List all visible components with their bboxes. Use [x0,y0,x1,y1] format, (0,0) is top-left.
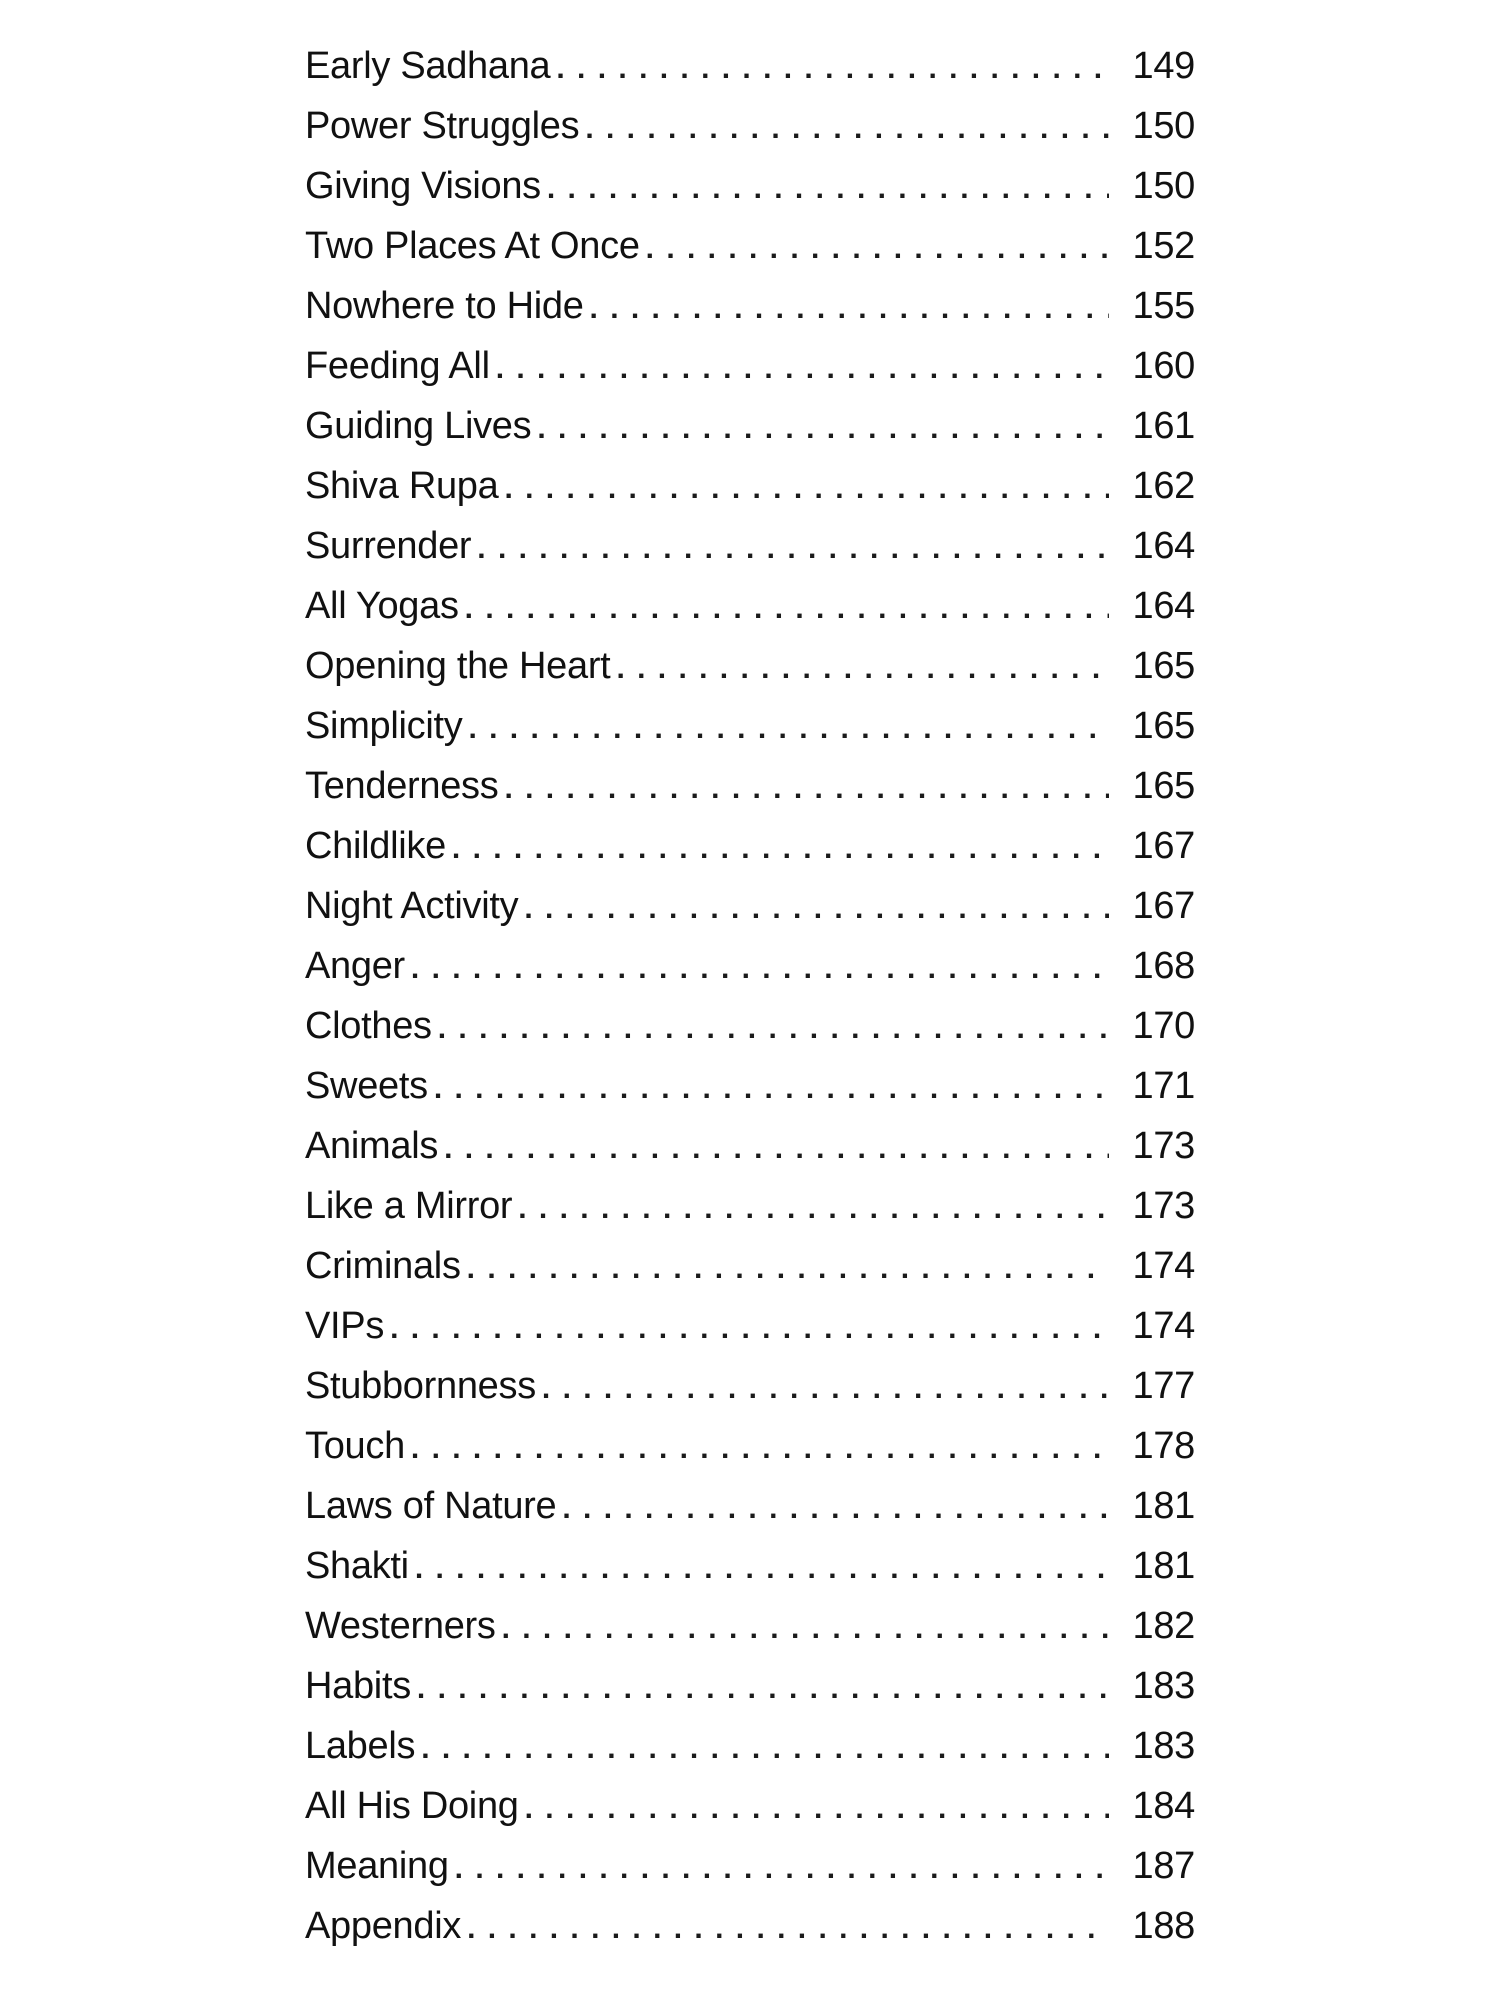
toc-entry-page: 171 [1132,1065,1195,1107]
dot-leader [585,99,1109,159]
toc-entry-title: VIPs [305,1305,385,1347]
dot-leader [547,159,1109,219]
toc-entry-title: Guiding Lives [305,405,532,447]
dot-leader [411,939,1109,999]
toc-entry [305,1176,1195,1236]
toc-entry [305,336,1195,396]
toc-entry [305,36,1195,96]
toc-entry [305,1776,1195,1836]
toc-entry [305,1116,1195,1176]
toc-entry-page: 174 [1132,1245,1195,1287]
toc-entry-title: Meaning [305,1845,449,1887]
toc-entry-title: Tenderness [305,765,499,807]
toc-entry [305,756,1195,816]
toc-entry-page: 161 [1132,405,1195,447]
dot-leader [434,1059,1109,1119]
toc-entry [305,1656,1195,1716]
toc-entry [305,1056,1195,1116]
toc-entry-title: Feeding All [305,345,490,387]
dot-leader [518,1179,1109,1239]
toc-entry-title: Childlike [305,825,446,867]
toc-entry [305,816,1195,876]
dot-leader [542,1359,1109,1419]
toc-entry [305,216,1195,276]
toc-entry-page: 181 [1132,1545,1195,1587]
dot-leader [390,1299,1109,1359]
dot-leader [502,1599,1109,1659]
toc-entry [305,876,1195,936]
toc-entry-page: 164 [1132,525,1195,567]
toc-entry-page: 168 [1132,945,1195,987]
toc-entry-page: 174 [1132,1305,1195,1347]
dot-leader [411,1419,1109,1479]
toc-entry-title: Shakti [305,1545,409,1587]
toc-entry-title: Simplicity [305,705,463,747]
toc-entry [305,1596,1195,1656]
toc-entry [305,516,1195,576]
toc-entry-page: 164 [1132,585,1195,627]
toc-entry-title: Power Struggles [305,105,580,147]
toc-entry-title: Criminals [305,1245,461,1287]
dot-leader [468,699,1109,759]
toc-entry-page: 173 [1132,1125,1195,1167]
toc-entry-title: Nowhere to Hide [305,285,584,327]
dot-leader [417,1659,1109,1719]
toc-entry-page: 188 [1132,1905,1195,1947]
toc-entry-page: 165 [1132,645,1195,687]
dot-leader [525,1779,1109,1839]
toc-entry-title: Touch [305,1425,405,1467]
toc-entry [305,1236,1195,1296]
dot-leader [590,279,1109,339]
toc-entry-title: Early Sadhana [305,45,551,87]
toc-entry-page: 150 [1132,165,1195,207]
toc-entry-title: Opening the Heart [305,645,611,687]
dot-leader [504,459,1109,519]
toc-entry-title: Appendix [305,1905,462,1947]
dot-leader [504,759,1109,819]
toc-entry-page: 149 [1132,45,1195,87]
toc-entry-title: Giving Visions [305,165,541,207]
toc-entry [305,696,1195,756]
toc-entry-title: Sweets [305,1065,428,1107]
toc-entry [305,1896,1195,1956]
dot-leader [438,999,1109,1059]
toc-entry-page: 167 [1132,825,1195,867]
dot-leader [477,519,1109,579]
toc-entry [305,1416,1195,1476]
toc-entry-title: Animals [305,1125,439,1167]
dot-leader [496,339,1109,399]
toc-entry-page: 187 [1132,1845,1195,1887]
toc-entry [305,1476,1195,1536]
toc-entry-title: Habits [305,1665,411,1707]
dot-leader [556,39,1109,99]
toc-entry-page: 162 [1132,465,1195,507]
toc-entry [305,636,1195,696]
toc-entry [305,1296,1195,1356]
dot-leader [415,1539,1109,1599]
toc-entry-page: 181 [1132,1485,1195,1527]
toc-entry [305,936,1195,996]
toc-entry-page: 177 [1132,1365,1195,1407]
toc-entry-page: 182 [1132,1605,1195,1647]
toc-entry-title: Shiva Rupa [305,465,499,507]
toc-entry [305,1716,1195,1776]
toc-entry [305,576,1195,636]
toc-entry-page: 150 [1132,105,1195,147]
toc-entry-title: Clothes [305,1005,432,1047]
toc-entry-page: 183 [1132,1725,1195,1767]
toc-entry-title: Surrender [305,525,472,567]
toc-entry-page: 155 [1132,285,1195,327]
toc-entry-page: 160 [1132,345,1195,387]
toc-entry-page: 165 [1132,765,1195,807]
toc-entry [305,1536,1195,1596]
toc-entry [305,996,1195,1056]
toc-entry-title: Stubbornness [305,1365,536,1407]
dot-leader [452,819,1109,879]
toc-entry [305,96,1195,156]
table-of-contents [305,36,1195,1956]
toc-entry [305,1836,1195,1896]
toc-entry [305,396,1195,456]
toc-entry-page: 183 [1132,1665,1195,1707]
toc-entry [305,276,1195,336]
toc-entry-page: 167 [1132,885,1195,927]
toc-entry [305,456,1195,516]
dot-leader [467,1239,1109,1299]
dot-leader [616,639,1109,699]
toc-entry-page: 173 [1132,1185,1195,1227]
dot-leader [524,879,1109,939]
toc-entry-page: 170 [1132,1005,1195,1047]
toc-entry-title: Westerners [305,1605,496,1647]
toc-entry-title: All Yogas [305,585,459,627]
toc-entry-title: Laws of Nature [305,1485,557,1527]
toc-entry-page: 178 [1132,1425,1195,1467]
toc-entry-title: Anger [305,945,405,987]
toc-entry-page: 152 [1132,225,1195,267]
toc-entry-title: Night Activity [305,885,519,927]
dot-leader [455,1839,1109,1899]
toc-entry [305,1356,1195,1416]
toc-entry [305,156,1195,216]
toc-entry-page: 184 [1132,1785,1195,1827]
dot-leader [562,1479,1109,1539]
toc-entry-title: Labels [305,1725,416,1767]
dot-leader [421,1719,1109,1779]
dot-leader [444,1119,1109,1179]
toc-entry-page: 165 [1132,705,1195,747]
dot-leader [467,1899,1109,1959]
dot-leader [465,579,1109,639]
toc-entry-title: All His Doing [305,1785,519,1827]
toc-entry-title: Like a Mirror [305,1185,513,1227]
dot-leader [646,219,1109,279]
dot-leader [537,399,1109,459]
toc-entry-title: Two Places At Once [305,225,640,267]
